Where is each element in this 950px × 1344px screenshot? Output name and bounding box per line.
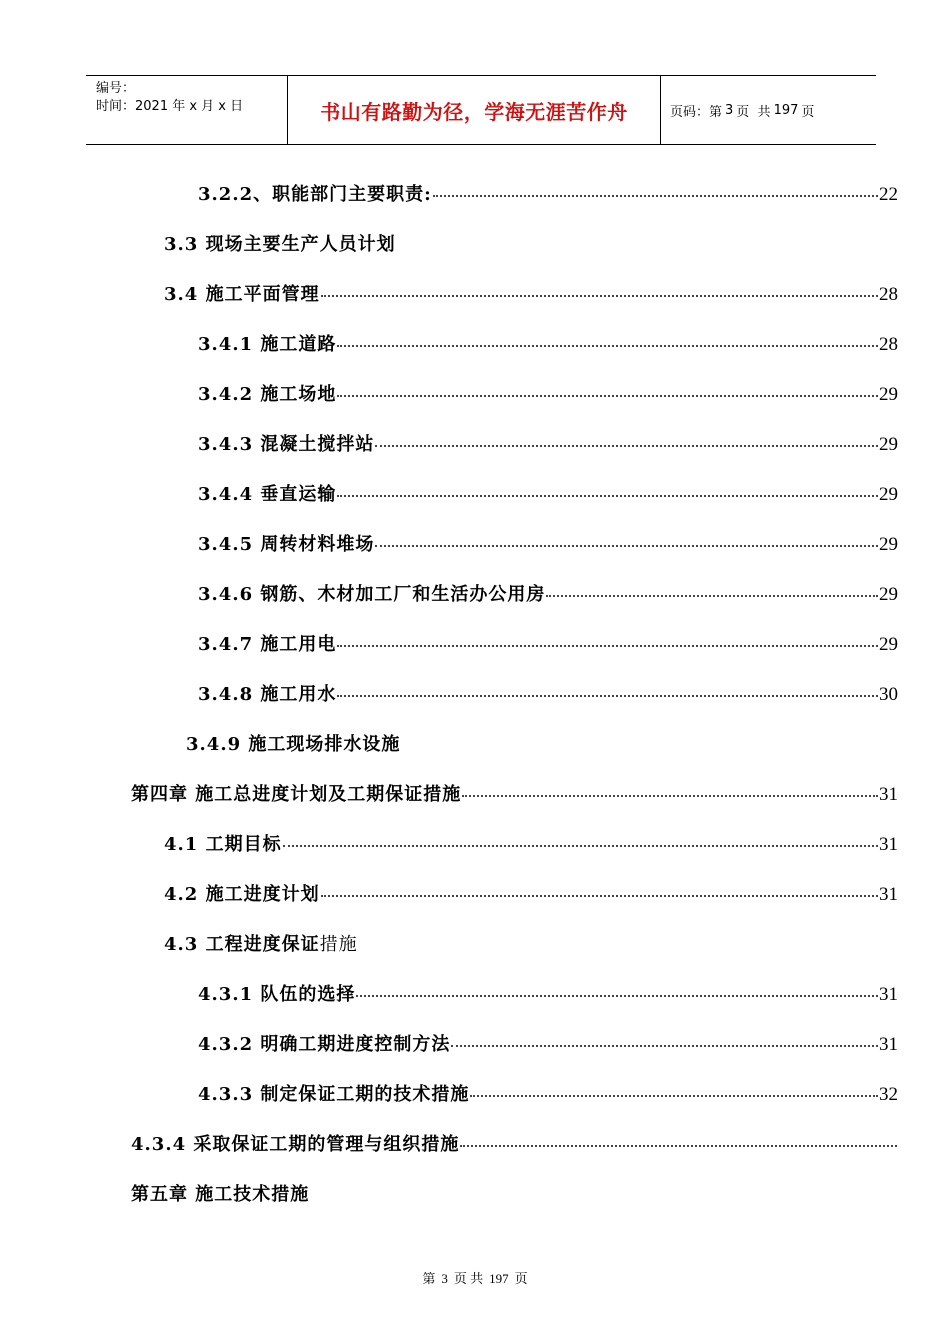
toc-leader (433, 194, 878, 197)
toc-leader (356, 994, 878, 997)
toc-leader (283, 844, 878, 847)
toc-leader (451, 1044, 878, 1047)
toc-entry-page: 28 (879, 334, 898, 355)
toc-entry[interactable] (198, 430, 898, 460)
toc-entry-page: 31 (879, 884, 898, 905)
toc-leader (321, 294, 878, 297)
toc-entry[interactable] (198, 480, 898, 510)
header-page-mid: 页 共 (736, 104, 771, 120)
toc-entry-title: 第五章 施工技术措施 (131, 1184, 310, 1205)
toc-entry[interactable] (198, 330, 898, 360)
toc-entry-page: 31 (879, 1034, 898, 1055)
footer-page-number: 3 (441, 1271, 448, 1286)
toc-entry[interactable] (198, 380, 898, 410)
toc-entry[interactable] (198, 180, 898, 210)
toc-leader (321, 894, 878, 897)
page-footer (0, 1268, 950, 1287)
toc-entry-title: 3.4.9 施工现场排水设施 (186, 734, 401, 755)
toc-entry-title: 3.3 现场主要生产人员计划 (164, 234, 396, 255)
toc-entry[interactable] (164, 830, 898, 860)
toc-entry[interactable] (198, 680, 898, 710)
header-page-number: 3 (725, 102, 734, 118)
header-page-total: 197 (773, 102, 799, 118)
toc-entry-page: 29 (879, 534, 898, 555)
toc-entry-page: 31 (879, 784, 898, 805)
toc-entry[interactable] (131, 1130, 898, 1160)
toc-entry[interactable] (164, 230, 898, 260)
toc-entry-title: 3.4 施工平面管理 (164, 284, 320, 305)
toc-entry[interactable] (198, 630, 898, 660)
toc-entry-page: 32 (879, 1084, 898, 1105)
toc-entry-page: 29 (879, 584, 898, 605)
toc-entry-title: 第四章 施工总进度计划及工期保证措施 (131, 784, 462, 805)
toc-entry[interactable] (131, 780, 898, 810)
toc-entry-page: 29 (879, 384, 898, 405)
toc-leader (460, 1144, 897, 1147)
toc-entry-title: 3.4.8 施工用水 (198, 684, 337, 705)
toc-leader (375, 544, 878, 547)
toc-entry[interactable] (198, 580, 898, 610)
footer-prefix: 第 (422, 1271, 436, 1286)
toc-entry-title: 4.2 施工进度计划 (164, 884, 320, 905)
toc-leader (546, 594, 878, 597)
toc-leader (337, 344, 878, 347)
toc-entry[interactable] (186, 730, 898, 760)
toc-entry[interactable] (198, 1080, 898, 1110)
toc-entry-page: 31 (879, 834, 898, 855)
header-page-prefix: 页码：第 (670, 104, 723, 120)
toc-entry-page: 29 (879, 434, 898, 455)
doc-time-label: 时间：2021 年 x 月 x 日 (96, 99, 244, 114)
toc-entry-title: 3.4.3 混凝土搅拌站 (198, 434, 375, 455)
toc-entry[interactable] (198, 530, 898, 560)
toc-entry[interactable] (131, 1180, 898, 1210)
toc-entry-title: 3.2.2、职能部门主要职责: (198, 184, 432, 205)
toc-entry-title: 3.4.5 周转材料堆场 (198, 534, 375, 555)
toc-entry-title: 3.4.7 施工用电 (198, 634, 337, 655)
doc-number-label: 编号： (96, 81, 136, 96)
toc-entry-title: 3.4.6 钢筋、木材加工厂和生活办公用房 (198, 584, 546, 605)
toc-leader (470, 1094, 878, 1097)
toc-entry-page: 28 (879, 284, 898, 305)
toc-entry-title: 4.3.2 明确工期进度控制方法 (198, 1034, 451, 1055)
toc-entry[interactable] (198, 980, 898, 1010)
toc-leader (337, 694, 878, 697)
toc-entry-page: 29 (879, 484, 898, 505)
toc-leader (337, 394, 878, 397)
toc-entry-title: 4.3.1 队伍的选择 (198, 984, 356, 1005)
toc-entry-title: 3.4.2 施工场地 (198, 384, 337, 405)
toc-entry-page: 30 (879, 684, 898, 705)
toc-entry-page: 22 (879, 184, 898, 205)
toc-entry[interactable] (164, 930, 898, 960)
toc-entry-page: 31 (879, 984, 898, 1005)
footer-mid: 页 共 (453, 1271, 484, 1286)
toc-entry-title: 3.4.4 垂直运输 (198, 484, 337, 505)
header-page-suffix: 页 (801, 104, 815, 120)
toc-entry-title: 4.3 工程进度保证 (164, 934, 320, 955)
toc-entry-title-tail: 措施 (319, 934, 358, 955)
toc-entry-title: 4.3.4 采取保证工期的管理与组织措施 (131, 1134, 460, 1155)
toc-entry[interactable] (164, 880, 898, 910)
toc-leader (375, 444, 878, 447)
toc-entry[interactable] (198, 1030, 898, 1060)
toc-entry-title: 3.4.1 施工道路 (198, 334, 337, 355)
toc-entry[interactable] (164, 280, 898, 310)
toc-entry-title: 4.3.3 制定保证工期的技术措施 (198, 1084, 470, 1105)
footer-suffix: 页 (514, 1271, 528, 1286)
toc-leader (337, 644, 878, 647)
footer-page-total: 197 (489, 1271, 509, 1286)
toc-entry-page: 29 (879, 634, 898, 655)
header-motto: 书山有路勤为径，学海无涯苦作舟 (288, 76, 661, 144)
toc-leader (462, 794, 878, 797)
toc-leader (337, 494, 878, 497)
toc-entry-title: 4.1 工期目标 (164, 834, 282, 855)
